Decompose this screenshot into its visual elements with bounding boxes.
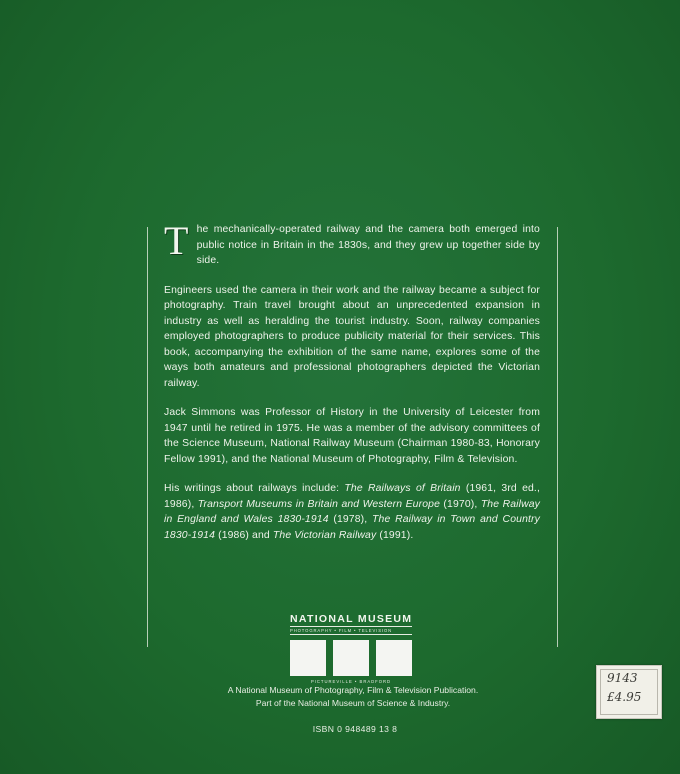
publication-line-1: A National Museum of Photography, Film & Television Publication. (227, 685, 479, 695)
writings-text-6: (1991). (376, 529, 414, 541)
book-title-railway-town-country: The Railway in Town and Country 1830-1914 (164, 514, 540, 541)
publication-note (160, 684, 546, 710)
price-value: £4.95 (607, 690, 642, 704)
book-title-railway-england-wales: The Railway in England and Wales 1830-1914 (164, 498, 541, 525)
writings-text-2: (1961, 3rd ed., 1986), (164, 483, 540, 510)
national-museum-logo (290, 613, 412, 684)
description-paragraph: Engineers used the camera in their work and the railway became a subject for photography. Train travel brought about an unprecedented expansion in industry as well as heralding the tourist industry. Soon, railway companies employed photographers to produce publicity material for their services. This book, accompanying the exhibition of the same name, explores some of the ways both amateurs and professional photographers depicted the Victorian railway. (164, 284, 540, 389)
writings-paragraph (164, 481, 540, 543)
book-title-victorian-railway: The Victorian Railway (272, 529, 377, 541)
logo-footer: PICTUREVILLE • BRADFORD (310, 679, 392, 684)
back-cover-text (164, 218, 541, 557)
price-code: 9143 (607, 671, 638, 685)
logo-squares (290, 640, 412, 676)
book-title-railways-of-britain: The Railways of Britain (344, 483, 461, 494)
isbn: ISBN 0 948489 13 8 (312, 724, 398, 734)
writings-text-5: (1986) and (215, 529, 273, 541)
logo-square-1 (290, 640, 326, 676)
author-bio-paragraph: Jack Simmons was Professor of History in the University of Leicester from 1947 until he retired in 1975. He was a member of the advisory committees of the Science Museum, National Railway Museum (Chairman 1980-83, Honorary Fellow 1991), and the National Museum of Photography, Film & Television. (164, 407, 540, 465)
intro-paragraph (164, 218, 540, 269)
left-border-rule (147, 227, 148, 647)
writings-text-3: (1970), (440, 498, 481, 510)
writings-text-4: (1978), (328, 514, 373, 525)
intro-text: he mechanically-operated railway and the camera both emerged into public notice in Britain in the 1830s, and they grew up together side by side. (196, 224, 540, 266)
logo-square-3 (376, 640, 412, 676)
logo-square-2 (333, 640, 369, 676)
right-border-rule (557, 227, 558, 647)
publication-line-2: Part of the National Museum of Science & Industry. (255, 698, 451, 708)
writings-text-1: His writings about railways include: (164, 483, 345, 494)
drop-cap: T (164, 218, 189, 263)
logo-subtitle: PHOTOGRAPHY • FILM • TELEVISION (290, 626, 412, 635)
price-sticker (596, 665, 662, 719)
book-title-transport-museums: Transport Museums in Britain and Western Europe (197, 498, 441, 510)
logo-title: NATIONAL MUSEUM (290, 613, 413, 625)
